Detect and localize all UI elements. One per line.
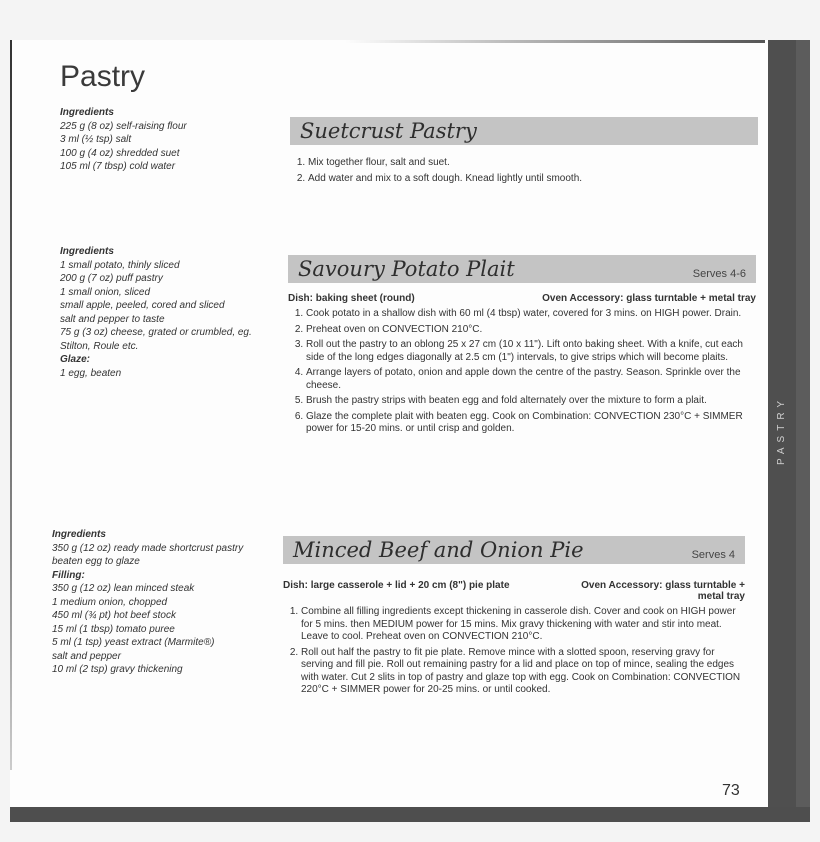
ingredients-potato-plait — [60, 245, 280, 380]
filling-heading: Filling: — [52, 569, 85, 581]
recipe-step: 3. Roll out the pastry to an oblong 25 x 27 cm (10 x 11"). Lift onto baking sheet. With a knife, cut each side of the long edges diagonally at 2.5 cm (1") intervals, to give strips which will become plaits. — [306, 339, 756, 364]
ingredients-heading: Ingredients — [52, 529, 106, 540]
recipe-step: 2. Roll out half the pastry to fit pie plate. Remove mince with a slotted spoon, reserving gravy for serving and fill pie. Roll out remaining pastry for a lid and place on top of mince, sealing the edges with water. Cut 2 slits in top of pastry and glaze top with egg. Cook on Combination: CONVECTION 220°C + SIMMER power for 20-25 mins. or until cooked. — [301, 647, 745, 697]
recipe-title-bar — [288, 255, 756, 283]
ingredient-item: 105 ml (7 tbsp) cold water — [60, 161, 176, 172]
side-tab-label: PASTRY — [776, 395, 788, 465]
ingredients-beef-pie — [52, 528, 272, 677]
ingredients-suetcrust — [60, 106, 280, 174]
ingredient-item: 200 g (7 oz) puff pastry — [60, 273, 163, 284]
ingredient-item: salt and pepper — [52, 650, 121, 662]
accessory-label: Oven Accessory: glass turntable + metal tray — [581, 580, 745, 602]
recipe-minced-beef-onion-pie — [283, 536, 745, 700]
recipe-title: Suetcrust Pastry — [300, 119, 477, 143]
page-number: 73 — [722, 782, 740, 799]
ingredient-item: 100 g (4 oz) shredded suet — [60, 147, 180, 159]
recipe-step: 1. Cook potato in a shallow dish with 60 ml (4 tbsp) water, covered for 3 mins. on HIGH power. Drain. — [306, 308, 756, 321]
recipe-suetcrust-pastry — [290, 117, 758, 188]
recipe-step: 1. Mix together flour, salt and suet. — [308, 157, 758, 170]
ingredients-heading: Ingredients — [60, 246, 114, 257]
ingredients-heading: Ingredients — [60, 107, 114, 118]
recipe-steps — [290, 157, 758, 185]
ingredient-item: 75 g (3 oz) cheese, grated or crumbled, eg. — [60, 327, 252, 338]
recipe-title: Minced Beef and Onion Pie — [293, 538, 584, 562]
page-left-edge — [10, 40, 12, 770]
ingredient-item: 15 ml (1 tbsp) tomato puree — [52, 623, 175, 635]
recipe-step: 1. Combine all filling ingredients except thickening in casserole dish. Cover and cook on HIGH power for 5 mins. then MEDIUM power for 15 mins. Mix gravy thickening with water and stir into meat. Leave to cool. Preheat oven on CONVECTION 210°C. — [301, 606, 745, 644]
ingredient-item: 5 ml (1 tsp) yeast extract (Marmite®) — [52, 637, 215, 648]
dish-label: Dish: large casserole + lid + 20 cm (8") pie plate — [283, 580, 510, 591]
glaze-heading: Glaze: — [60, 354, 91, 365]
ingredient-item: beaten egg to glaze — [52, 556, 140, 567]
serves-label: Serves 4-6 — [692, 268, 746, 280]
recipe-meta — [288, 293, 756, 304]
recipe-step: 5. Brush the pastry strips with beaten egg and fold alternately over the mixture to form a plait. — [306, 395, 756, 408]
ingredient-item: salt and pepper to taste — [60, 313, 165, 325]
recipe-step: 2. Add water and mix to a soft dough. Knead lightly until smooth. — [308, 173, 758, 186]
section-side-tab — [772, 380, 792, 480]
ingredient-item: 3 ml (½ tsp) salt — [60, 134, 132, 145]
dish-label: Dish: baking sheet (round) — [288, 293, 415, 304]
recipe-title-bar — [283, 536, 745, 564]
accessory-label: Oven Accessory: glass turntable + metal tray — [542, 293, 756, 304]
recipe-steps — [283, 606, 745, 697]
ingredient-item: 450 ml (¾ pt) hot beef stock — [52, 610, 176, 621]
ingredient-item: 1 egg, beaten — [60, 367, 122, 379]
recipe-step: 2. Preheat oven on CONVECTION 210°C. — [306, 324, 756, 337]
serves-label: Serves 4 — [691, 549, 735, 561]
ingredient-item: 1 small onion, sliced — [60, 286, 151, 298]
ingredient-item: small apple, peeled, cored and sliced — [60, 300, 225, 311]
recipe-meta — [283, 580, 745, 602]
recipe-steps — [288, 308, 756, 436]
ingredient-item: Stilton, Roule etc. — [60, 340, 139, 352]
ingredient-item: 350 g (12 oz) lean minced steak — [52, 583, 195, 594]
recipe-title-bar — [290, 117, 758, 145]
ingredient-item: 10 ml (2 tsp) gravy thickening — [52, 664, 183, 675]
recipe-step: 6. Glaze the complete plait with beaten egg. Cook on Combination: CONVECTION 230°C + SIMMER power for 15-20 mins. or until crisp and golden. — [306, 411, 756, 436]
ingredient-item: 1 small potato, thinly sliced — [60, 259, 180, 271]
page-top-shadow — [345, 40, 765, 43]
recipe-title: Savoury Potato Plait — [298, 257, 515, 281]
recipe-step: 4. Arrange layers of potato, onion and apple down the centre of the pastry. Season. Sprinkle over the cheese. — [306, 367, 756, 392]
recipe-savoury-potato-plait — [288, 255, 756, 439]
ingredient-item: 350 g (12 oz) ready made shortcrust pastry — [52, 542, 244, 554]
bottom-margin-band — [10, 807, 810, 822]
ingredient-item: 225 g (8 oz) self-raising flour — [60, 120, 187, 132]
page-title: Pastry — [60, 60, 146, 93]
ingredient-item: 1 medium onion, chopped — [52, 596, 168, 608]
